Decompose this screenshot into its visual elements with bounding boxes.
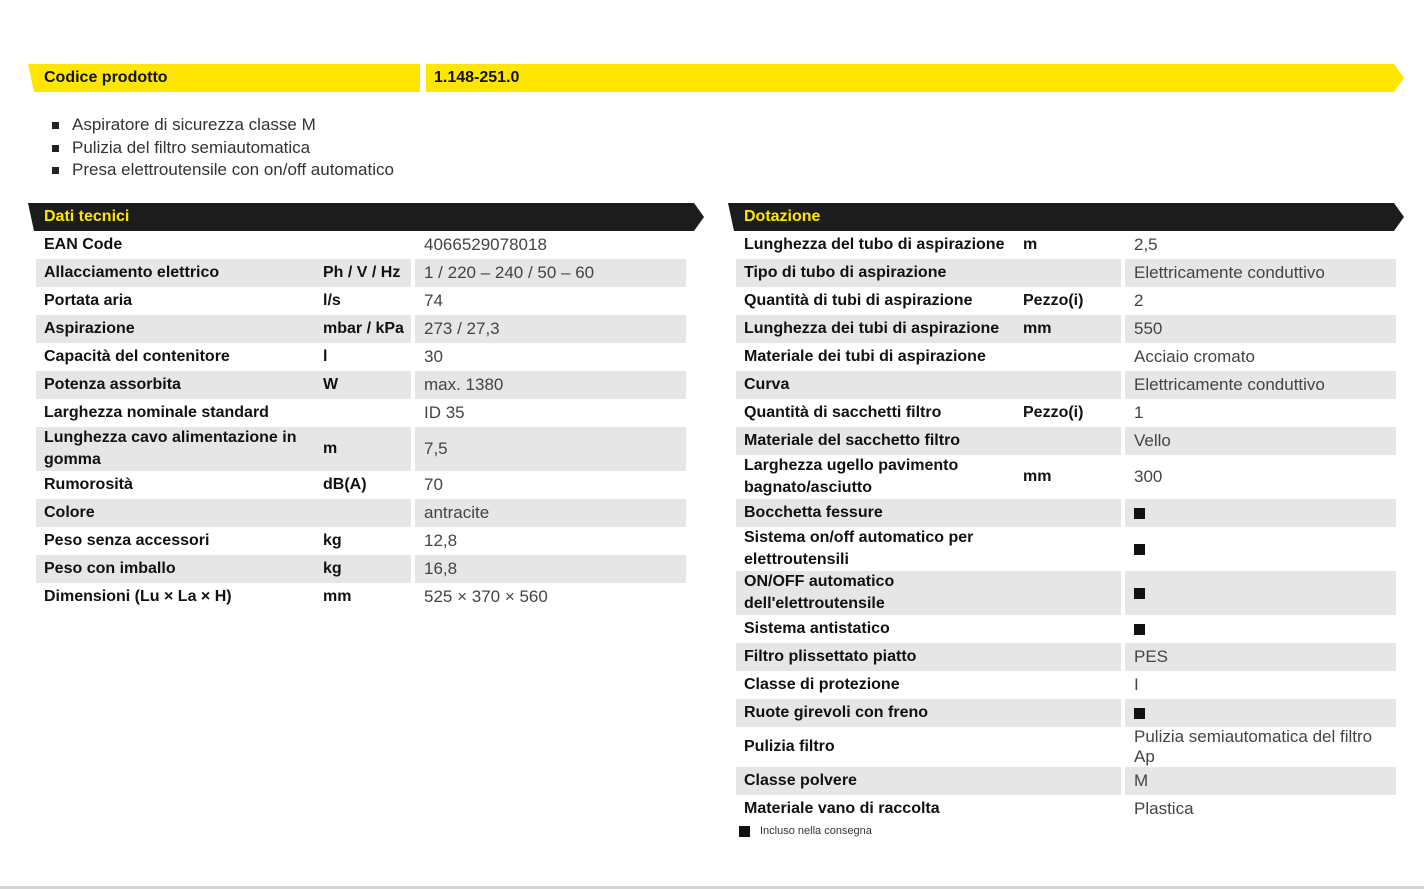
- equipment-unit: [1023, 643, 1121, 671]
- equipment-value: Plastica: [1134, 799, 1194, 818]
- equipment-label: Pulizia filtro: [744, 738, 835, 755]
- tech-data-title: Dati tecnici: [44, 208, 130, 225]
- equipment-value: [1125, 699, 1396, 727]
- tech-label: Lunghezza cavo alimentazione in gomma: [36, 427, 323, 471]
- equipment-row: [736, 499, 1396, 527]
- equipment-value: 1: [1134, 403, 1144, 422]
- equipment-label: Materiale dei tubi di aspirazione: [744, 348, 986, 365]
- tech-data-header-shape: [28, 203, 704, 231]
- equipment-label: Curva: [736, 371, 1023, 399]
- legend-text: Incluso nella consegna: [760, 825, 872, 837]
- tech-label: Colore: [36, 499, 323, 527]
- tech-unit: kg: [323, 532, 342, 549]
- equipment-value: 550: [1125, 315, 1396, 343]
- tech-row: [36, 259, 695, 287]
- equipment-label: Quantità di tubi di aspirazione: [744, 292, 973, 309]
- equipment-row: [736, 315, 1396, 343]
- tech-row: [36, 471, 695, 499]
- tech-value: 1 / 220 – 240 / 50 – 60: [415, 259, 686, 287]
- equipment-table: [736, 231, 1396, 823]
- equipment-value: Elettricamente conduttivo: [1125, 371, 1396, 399]
- included-square-icon: [739, 826, 750, 837]
- tech-row: [36, 371, 695, 399]
- tech-value: 16,8: [415, 555, 686, 583]
- equipment-row: [736, 527, 1396, 571]
- equipment-unit: Pezzo(i): [1023, 292, 1084, 309]
- tech-unit: mm: [323, 588, 352, 605]
- tech-label: EAN Code: [44, 236, 123, 253]
- tech-label: Peso senza accessori: [44, 532, 210, 549]
- equipment-row: [736, 795, 1396, 823]
- equipment-label: ON/OFF automatico dell'elettroutensile: [736, 571, 1023, 615]
- equipment-unit: [1023, 615, 1121, 643]
- tech-row: [36, 555, 695, 583]
- tech-label: Allacciamento elettrico: [36, 259, 323, 287]
- tech-label: Larghezza nominale standard: [44, 404, 269, 421]
- equipment-value: I: [1134, 675, 1139, 694]
- tech-unit: l/s: [323, 292, 341, 309]
- equipment-row: [736, 727, 1396, 767]
- equipment-row: [736, 287, 1396, 315]
- equipment-row: [736, 399, 1396, 427]
- equipment-unit: [1023, 499, 1121, 527]
- equipment-value: 2: [1134, 291, 1144, 310]
- equipment-unit: [1023, 527, 1121, 571]
- equipment-label: Filtro plissettato piatto: [736, 643, 1023, 671]
- equipment-value: Pulizia semiautomatica del filtro Ap: [1134, 727, 1373, 766]
- included-square-icon: [1134, 544, 1145, 555]
- tech-row: [36, 315, 695, 343]
- equipment-row: [736, 643, 1396, 671]
- tech-unit: m: [323, 427, 411, 471]
- equipment-row: [736, 615, 1396, 643]
- tech-label: Dimensioni (Lu × La × H): [44, 588, 232, 605]
- equipment-header: [728, 203, 1404, 231]
- tech-unit: [323, 231, 411, 259]
- equipment-unit: Pezzo(i): [1023, 404, 1084, 421]
- equipment-value: [1125, 527, 1396, 571]
- equipment-unit: mm: [1023, 315, 1121, 343]
- equipment-unit: [1023, 727, 1121, 767]
- tech-unit: [323, 499, 411, 527]
- tech-unit: W: [323, 371, 411, 399]
- tech-row: [36, 527, 695, 555]
- tech-value: 12,8: [424, 531, 458, 550]
- product-code-value: 1.148-251.0: [434, 69, 520, 86]
- product-code-label: Codice prodotto: [44, 69, 168, 86]
- tech-value: max. 1380: [415, 371, 686, 399]
- tech-label: Rumorosità: [44, 476, 133, 493]
- equipment-value: [1125, 615, 1396, 643]
- equipment-unit: [1023, 259, 1121, 287]
- equipment-unit: [1023, 699, 1121, 727]
- tech-row: [36, 287, 695, 315]
- tech-row: [36, 399, 695, 427]
- equipment-value: 300: [1134, 467, 1163, 486]
- legend: [739, 825, 872, 837]
- tech-label: Peso con imballo: [36, 555, 323, 583]
- equipment-row: [736, 699, 1396, 727]
- tech-row: [36, 427, 695, 471]
- equipment-label: Materiale del sacchetto filtro: [736, 427, 1023, 455]
- equipment-row: [736, 259, 1396, 287]
- tech-value: 7,5: [415, 427, 686, 471]
- tech-label: Capacità del contenitore: [44, 348, 230, 365]
- equipment-label: Materiale vano di raccolta: [744, 800, 940, 817]
- equipment-label: Classe polvere: [736, 767, 1023, 795]
- equipment-label: Lunghezza del tubo di aspirazione: [744, 236, 1005, 253]
- equipment-header-shape: [728, 203, 1404, 231]
- tech-value: 30: [424, 347, 443, 366]
- equipment-row: [736, 427, 1396, 455]
- equipment-value: [1125, 571, 1396, 615]
- tech-unit: l: [323, 348, 328, 365]
- equipment-label: Sistema on/off automatico per elettroutensili: [744, 529, 974, 568]
- equipment-title: Dotazione: [744, 208, 821, 225]
- tech-value: 70: [424, 475, 443, 494]
- bullet-icon: [52, 122, 59, 129]
- feature-list: [50, 114, 394, 182]
- tech-unit: mbar / kPa: [323, 315, 411, 343]
- equipment-unit: [1023, 343, 1121, 371]
- tech-label: Aspirazione: [36, 315, 323, 343]
- equipment-unit: mm: [1023, 468, 1052, 485]
- tech-unit: kg: [323, 555, 411, 583]
- equipment-row: [736, 767, 1396, 795]
- tech-data-table: [36, 231, 695, 611]
- equipment-value: Vello: [1125, 427, 1396, 455]
- equipment-label: Bocchetta fessure: [736, 499, 1023, 527]
- equipment-value: 2,5: [1134, 235, 1158, 254]
- tech-label: Potenza assorbita: [36, 371, 323, 399]
- product-code-banner: [28, 64, 1404, 92]
- equipment-label: Ruote girevoli con freno: [736, 699, 1023, 727]
- tech-unit: dB(A): [323, 476, 367, 493]
- equipment-unit: [1023, 671, 1121, 699]
- tech-row: [36, 343, 695, 371]
- feature-item: Presa elettroutensile con on/off automatico: [50, 159, 394, 182]
- equipment-row: [736, 671, 1396, 699]
- equipment-unit: [1023, 795, 1121, 823]
- included-square-icon: [1134, 624, 1145, 635]
- equipment-value: [1125, 499, 1396, 527]
- equipment-unit: [1023, 427, 1121, 455]
- tech-value: antracite: [415, 499, 686, 527]
- tech-row: [36, 231, 695, 259]
- equipment-value: Acciaio cromato: [1134, 347, 1255, 366]
- bullet-icon: [52, 145, 59, 152]
- feature-item: Pulizia del filtro semiautomatica: [50, 137, 394, 160]
- equipment-unit: [1023, 371, 1121, 399]
- tech-unit: Ph / V / Hz: [323, 259, 411, 287]
- equipment-unit: [1023, 767, 1121, 795]
- included-square-icon: [1134, 708, 1145, 719]
- tech-row: [36, 583, 695, 611]
- tech-data-header: [28, 203, 704, 231]
- included-square-icon: [1134, 588, 1145, 599]
- equipment-value: Elettricamente conduttivo: [1125, 259, 1396, 287]
- feature-item: Aspiratore di sicurezza classe M: [50, 114, 394, 137]
- tech-value: 273 / 27,3: [415, 315, 686, 343]
- equipment-label: Quantità di sacchetti filtro: [744, 404, 942, 421]
- equipment-label: Tipo di tubo di aspirazione: [736, 259, 1023, 287]
- bullet-icon: [52, 167, 59, 174]
- equipment-row: [736, 231, 1396, 259]
- equipment-label: Lunghezza dei tubi di aspirazione: [736, 315, 1023, 343]
- equipment-label: Larghezza ugello pavimento bagnato/asciutto: [744, 457, 959, 496]
- equipment-value: PES: [1125, 643, 1396, 671]
- equipment-row: [736, 571, 1396, 615]
- tech-row: [36, 499, 695, 527]
- equipment-unit: [1023, 571, 1121, 615]
- tech-value: ID 35: [424, 403, 465, 422]
- tech-value: 74: [424, 291, 443, 310]
- included-square-icon: [1134, 508, 1145, 519]
- tech-label: Portata aria: [44, 292, 133, 309]
- equipment-label: Sistema antistatico: [744, 620, 890, 637]
- equipment-unit: m: [1023, 236, 1038, 253]
- equipment-label: Classe di protezione: [744, 676, 900, 693]
- tech-value: 525 × 370 × 560: [424, 587, 548, 606]
- equipment-row: [736, 371, 1396, 399]
- tech-value: 4066529078018: [424, 235, 547, 254]
- product-code-banner-shape: [28, 64, 1404, 92]
- equipment-value: M: [1125, 767, 1396, 795]
- tech-unit: [323, 399, 411, 427]
- equipment-row: [736, 455, 1396, 499]
- equipment-row: [736, 343, 1396, 371]
